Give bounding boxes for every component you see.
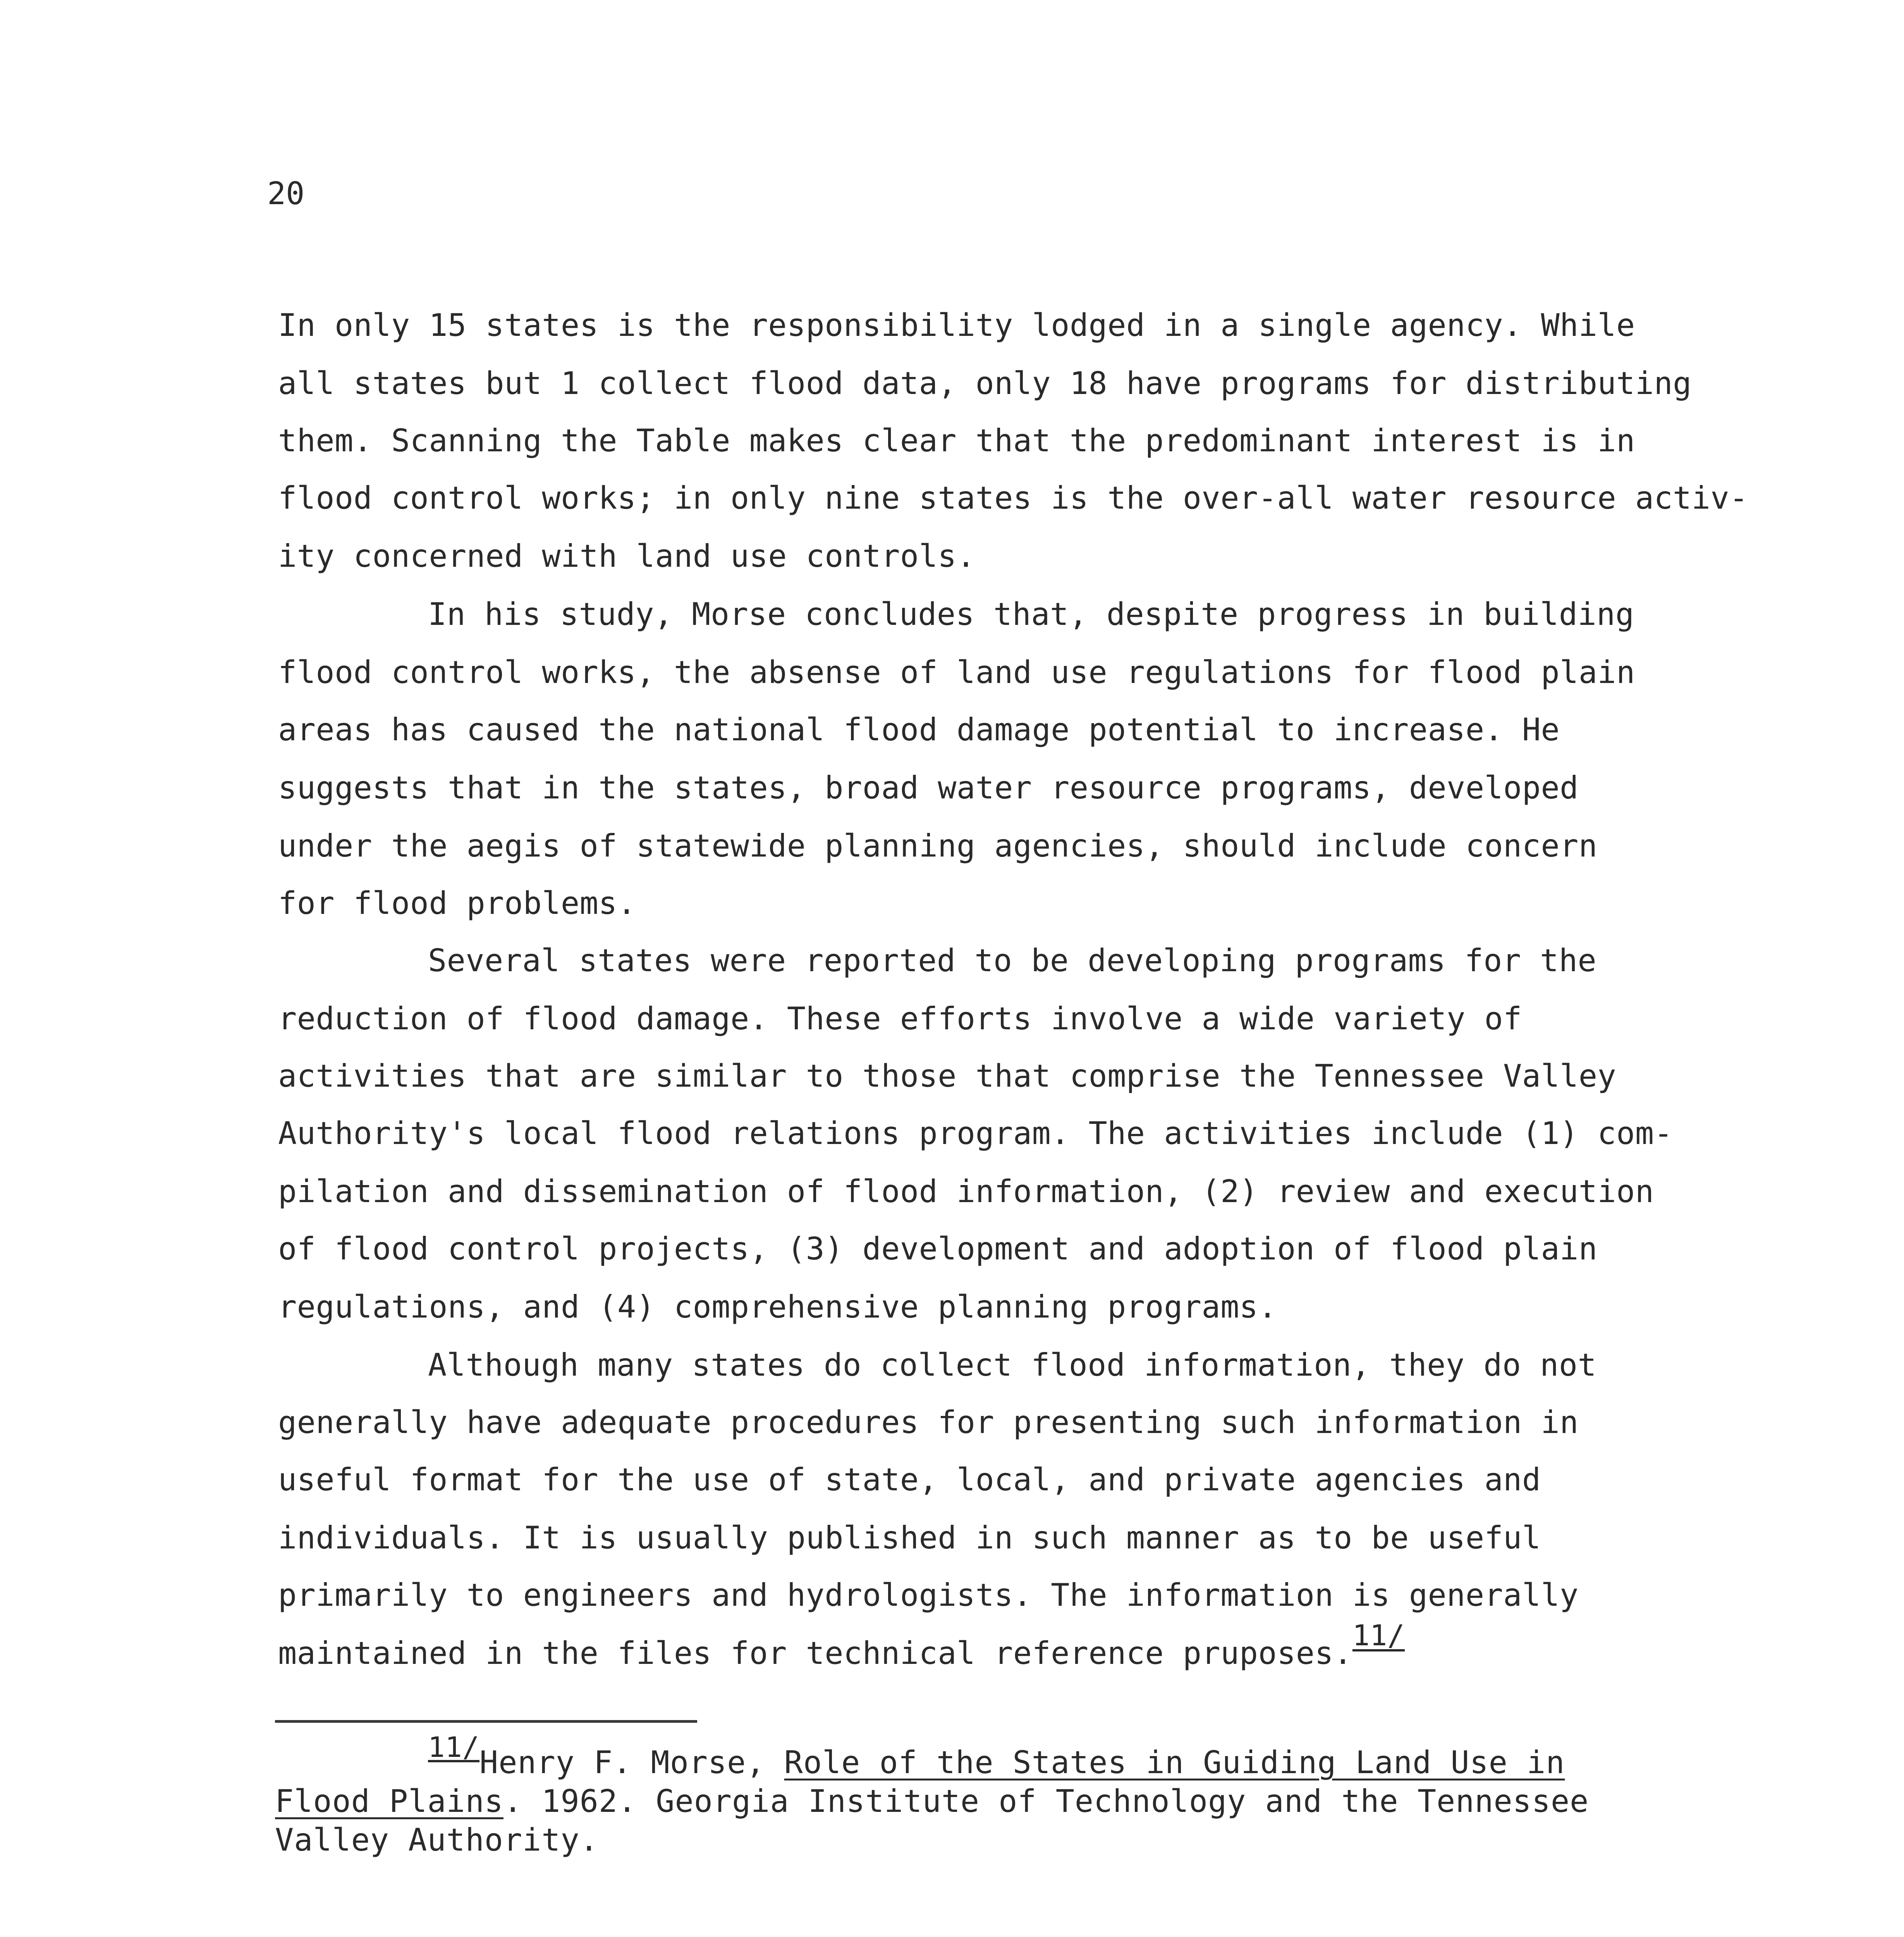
footnote-line-2 [275, 1782, 1589, 1821]
footnote-title: Role of the States in Guiding Land Use in [784, 1744, 1565, 1780]
footnote-line-1 [428, 1731, 1565, 1783]
paragraph-start-line: Several states were reported to be developing programs for the [428, 943, 1597, 979]
text-line-with-footnote-ref [278, 1619, 1405, 1674]
text-line: maintained in the files for technical reference pruposes. [278, 1635, 1352, 1671]
text-line: Authority's local flood relations program. The activities include (1) com- [278, 1115, 1673, 1151]
page-number: 20 [267, 175, 305, 212]
footnote-reference: 11/ [1352, 1619, 1405, 1652]
text-line: flood control works, the absense of land use regulations for flood plain [278, 654, 1635, 690]
text-line: of flood control projects, (3) development and adoption of flood plain [278, 1231, 1598, 1267]
text-line: for flood problems. [278, 885, 636, 921]
text-line: generally have adequate procedures for presenting such information in [278, 1404, 1579, 1440]
footnote-publication: . 1962. Georgia Institute of Technology and the Tennessee [503, 1783, 1589, 1819]
footnote-divider [275, 1720, 697, 1723]
text-line: activities that are similar to those that comprise the Tennessee Valley [278, 1058, 1617, 1094]
footnote-line-3: Valley Authority. [275, 1822, 599, 1858]
text-line: them. Scanning the Table makes clear that the predominant interest is in [278, 423, 1635, 459]
text-line: suggests that in the states, broad water resource programs, developed [278, 770, 1579, 806]
text-line: In only 15 states is the responsibility lodged in a single agency. While [278, 307, 1635, 343]
text-line: under the aegis of statewide planning agencies, should include concern [278, 828, 1598, 864]
footnote-author: Henry F. Morse, [479, 1744, 784, 1780]
paragraph-start-line: Although many states do collect flood information, they do not [428, 1347, 1597, 1383]
text-line: regulations, and (4) comprehensive planning programs. [278, 1289, 1277, 1325]
text-line: primarily to engineers and hydrologists. The information is generally [278, 1577, 1579, 1613]
footnote-title-continued: Flood Plains [275, 1783, 503, 1819]
text-line: useful format for the use of state, local, and private agencies and [278, 1462, 1541, 1498]
footnote-marker: 11/ [428, 1731, 480, 1763]
text-line: flood control works; in only nine states is the over-all water resource activ- [278, 480, 1748, 516]
text-line: areas has caused the national flood damage potential to increase. He [278, 712, 1560, 748]
text-line: all states but 1 collect flood data, only 18 have programs for distributing [278, 365, 1692, 401]
text-line: reduction of flood damage. These efforts involve a wide variety of [278, 1001, 1522, 1037]
paragraph-start-line: In his study, Morse concludes that, despite progress in building [428, 596, 1634, 632]
text-line: pilation and dissemination of flood information, (2) review and execution [278, 1173, 1654, 1209]
text-line: ity concerned with land use controls. [278, 538, 976, 574]
text-line: individuals. It is usually published in such manner as to be useful [278, 1520, 1541, 1556]
